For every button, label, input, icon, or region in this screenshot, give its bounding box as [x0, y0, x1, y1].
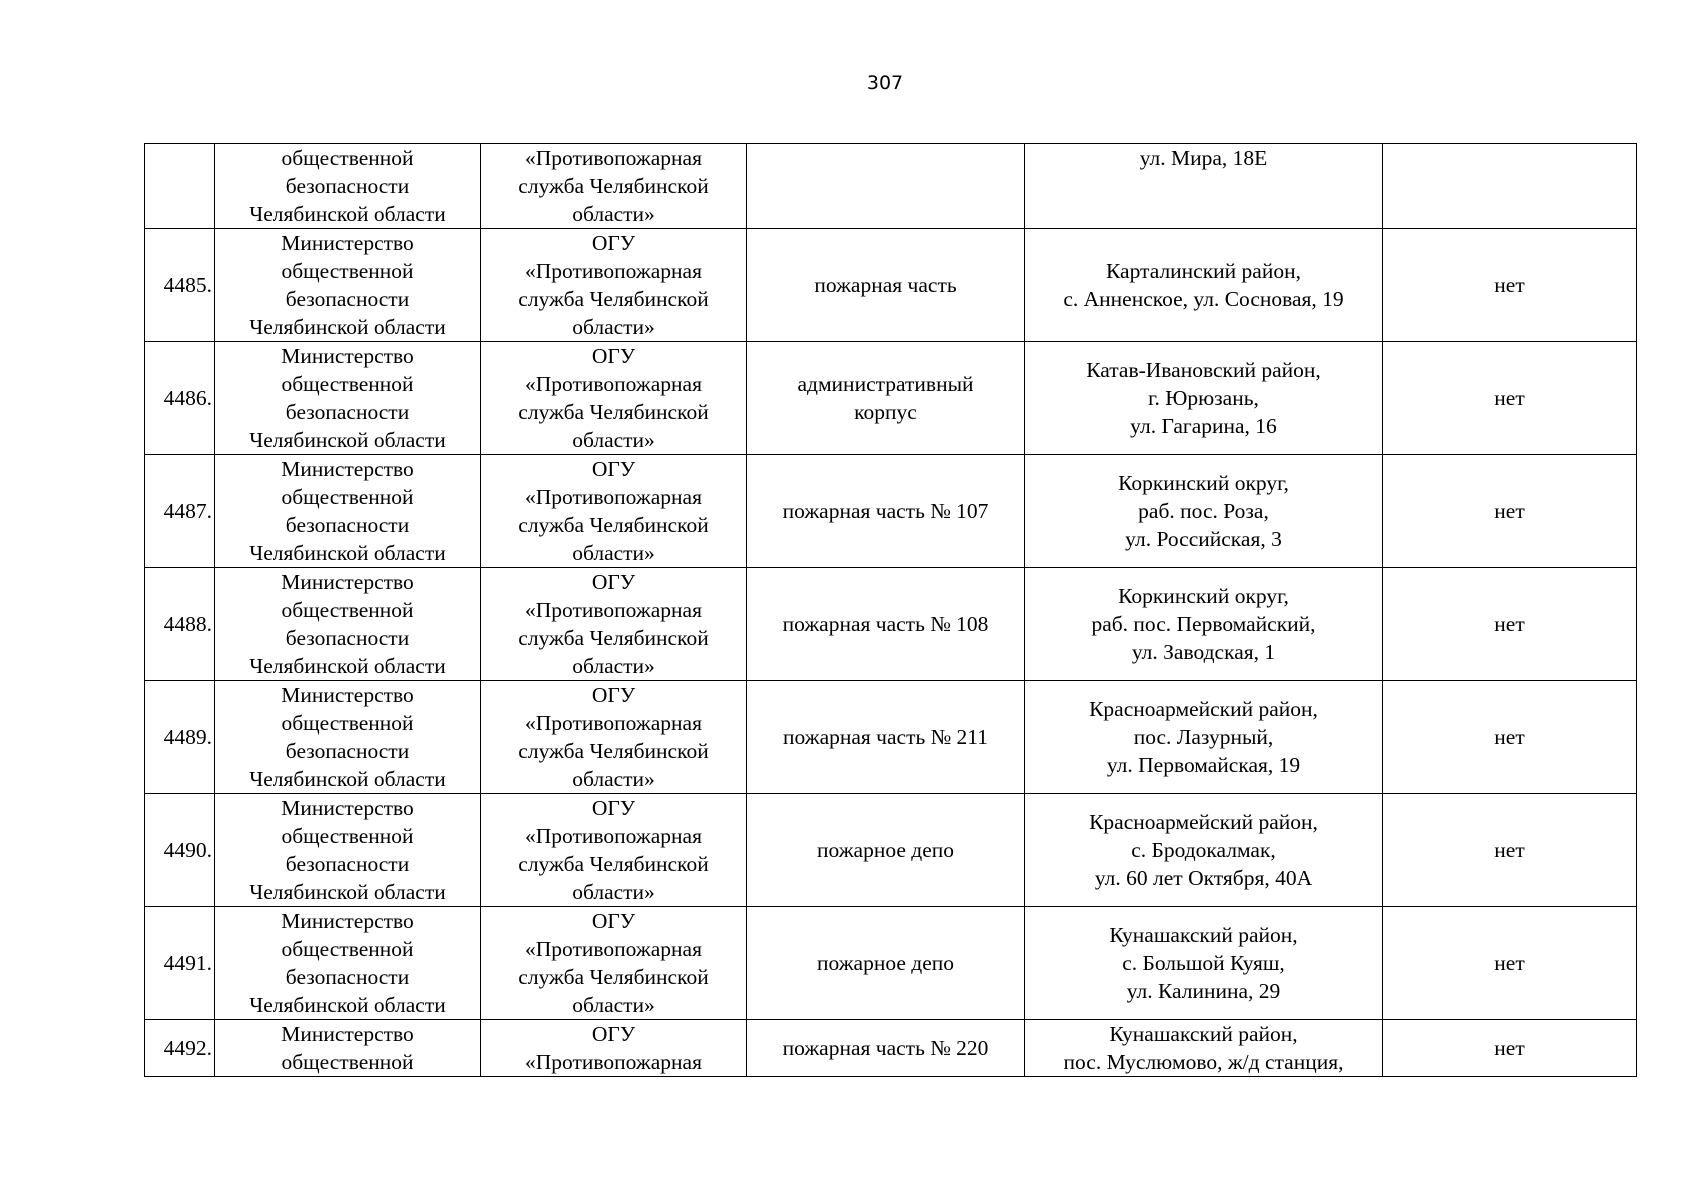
table-row [145, 794, 1637, 907]
owner-organization-cell [215, 229, 481, 342]
owner-organization-cell [215, 342, 481, 455]
holder-organization-line: области» [572, 880, 655, 904]
table-row [145, 144, 1637, 229]
address-line: ул. Первомайская, 19 [1106, 753, 1301, 777]
row-number-cell: 4486. [145, 342, 215, 455]
address-line: Коркинский округ, [1118, 471, 1289, 495]
encumbrance-cell: нет [1383, 907, 1637, 1020]
owner-organization-line: безопасности [285, 513, 410, 537]
owner-organization-line: общественной [281, 372, 414, 396]
encumbrance-cell: нет [1383, 229, 1637, 342]
owner-organization-line: безопасности [285, 852, 410, 876]
holder-organization-line: «Противопожарная [525, 937, 702, 961]
holder-organization-line: служба Челябинской [518, 965, 709, 989]
owner-organization-line: безопасности [285, 400, 410, 424]
object-name-cell [747, 455, 1025, 568]
encumbrance-cell: нет [1383, 794, 1637, 907]
holder-organization-line: области» [572, 767, 655, 791]
holder-organization-line: области» [572, 541, 655, 565]
address-line: Красноармейский район, [1089, 810, 1318, 834]
address-line: Катав-Ивановский район, [1086, 358, 1321, 382]
object-name-line: пожарная часть [814, 273, 957, 297]
holder-organization-line: ОГУ [591, 344, 636, 368]
holder-organization-line: области» [572, 654, 655, 678]
address-line: ул. Мира, 18Е [1139, 146, 1268, 170]
owner-organization-line: общественной [281, 711, 414, 735]
owner-organization-line: Министерство [281, 909, 414, 933]
holder-organization-line: служба Челябинской [518, 626, 709, 650]
owner-organization-line: Челябинской области [249, 993, 446, 1017]
owner-organization-line: общественной [281, 937, 414, 961]
address-line: Карталинский район, [1105, 259, 1301, 283]
row-number-cell: 4487. [145, 455, 215, 568]
address-line: ул. Калинина, 29 [1126, 979, 1281, 1003]
owner-organization-line: безопасности [285, 965, 410, 989]
holder-organization-line: ОГУ [591, 796, 636, 820]
encumbrance-cell: нет [1383, 681, 1637, 794]
holder-organization-line: области» [572, 993, 655, 1017]
address-line: ул. Гагарина, 16 [1130, 414, 1277, 438]
encumbrance-cell: нет [1383, 568, 1637, 681]
object-name-line: пожарное депо [816, 838, 955, 862]
address-cell [1025, 1020, 1383, 1077]
address-line: Кунашакский район, [1109, 1022, 1298, 1046]
encumbrance-cell: нет [1383, 455, 1637, 568]
owner-organization-line: Челябинской области [249, 654, 446, 678]
object-name-line: пожарная часть № 211 [783, 725, 988, 749]
row-number-cell: 4491. [145, 907, 215, 1020]
address-line: ул. Заводская, 1 [1131, 640, 1276, 664]
object-name-line: пожарная часть № 107 [782, 499, 989, 523]
owner-organization-line: безопасности [285, 287, 410, 311]
object-name-line: пожарная часть № 220 [782, 1036, 989, 1060]
holder-organization-cell [481, 342, 747, 455]
address-line: ул. 60 лет Октября, 40А [1094, 866, 1313, 890]
holder-organization-line: ОГУ [591, 683, 636, 707]
holder-organization-line: служба Челябинской [518, 513, 709, 537]
object-name-cell [747, 342, 1025, 455]
address-cell [1025, 794, 1383, 907]
owner-organization-line: Челябинской области [249, 315, 446, 339]
page-number: 307 [866, 72, 904, 94]
object-name-line: пожарная часть № 108 [782, 612, 989, 636]
owner-organization-cell [215, 794, 481, 907]
address-line: раб. пос. Первомайский, [1091, 612, 1316, 636]
owner-organization-line: общественной [281, 1050, 414, 1074]
address-cell [1025, 907, 1383, 1020]
property-registry-table [144, 143, 1637, 1077]
row-number-cell: 4490. [145, 794, 215, 907]
owner-organization-line: Министерство [281, 796, 414, 820]
address-cell [1025, 568, 1383, 681]
holder-organization-cell [481, 794, 747, 907]
encumbrance-cell: нет [1383, 1020, 1637, 1077]
table-row [145, 568, 1637, 681]
holder-organization-line: «Противопожарная [525, 711, 702, 735]
object-name-line: пожарное депо [816, 951, 955, 975]
object-name-line: корпус [854, 400, 917, 424]
holder-organization-cell [481, 229, 747, 342]
address-line: с. Анненское, ул. Сосновая, 19 [1063, 287, 1344, 311]
holder-organization-line: ОГУ [591, 570, 636, 594]
table-row [145, 342, 1637, 455]
owner-organization-line: безопасности [285, 626, 410, 650]
holder-organization-line: «Противопожарная [525, 598, 702, 622]
owner-organization-line: общественной [281, 824, 414, 848]
holder-organization-cell [481, 907, 747, 1020]
holder-organization-line: ОГУ [591, 457, 636, 481]
holder-organization-line: области» [572, 202, 655, 226]
table-row [145, 1020, 1637, 1077]
holder-organization-line: служба Челябинской [518, 739, 709, 763]
row-number-cell: 4492. [145, 1020, 215, 1077]
owner-organization-line: Министерство [281, 683, 414, 707]
table-body [145, 144, 1637, 1077]
holder-organization-cell [481, 1020, 747, 1077]
holder-organization-line: «Противопожарная [525, 146, 702, 170]
holder-organization-line: «Противопожарная [525, 372, 702, 396]
holder-organization-line: служба Челябинской [518, 852, 709, 876]
address-line: г. Юрюзань, [1148, 386, 1259, 410]
holder-organization-cell [481, 568, 747, 681]
object-name-cell [747, 1020, 1025, 1077]
object-name-cell [747, 144, 1025, 229]
owner-organization-line: безопасности [285, 174, 410, 198]
address-cell [1025, 455, 1383, 568]
owner-organization-cell [215, 144, 481, 229]
owner-organization-line: Министерство [281, 457, 414, 481]
table-row [145, 681, 1637, 794]
address-cell [1025, 144, 1383, 229]
owner-organization-line: Челябинской области [249, 541, 446, 565]
owner-organization-line: Министерство [281, 1022, 414, 1046]
table-row [145, 229, 1637, 342]
address-line: Кунашакский район, [1109, 923, 1298, 947]
owner-organization-line: общественной [281, 485, 414, 509]
holder-organization-line: служба Челябинской [518, 400, 709, 424]
owner-organization-line: Челябинской области [249, 767, 446, 791]
holder-organization-line: служба Челябинской [518, 174, 709, 198]
address-cell [1025, 229, 1383, 342]
address-line: Красноармейский район, [1089, 697, 1318, 721]
owner-organization-line: Челябинской области [249, 428, 446, 452]
owner-organization-line: общественной [281, 146, 414, 170]
object-name-cell [747, 681, 1025, 794]
owner-organization-line: Челябинской области [249, 202, 446, 226]
owner-organization-line: общественной [281, 259, 414, 283]
address-line: пос. Лазурный, [1133, 725, 1274, 749]
address-line: с. Большой Куяш, [1122, 951, 1285, 975]
owner-organization-line: безопасности [285, 739, 410, 763]
holder-organization-line: ОГУ [591, 1022, 636, 1046]
holder-organization-line: «Противопожарная [525, 824, 702, 848]
address-line: раб. пос. Роза, [1138, 499, 1269, 523]
owner-organization-cell [215, 455, 481, 568]
table-row [145, 455, 1637, 568]
object-name-cell [747, 907, 1025, 1020]
holder-organization-line: «Противопожарная [525, 485, 702, 509]
owner-organization-line: Министерство [281, 231, 414, 255]
address-line: с. Бродокалмак, [1131, 838, 1276, 862]
address-line: Коркинский округ, [1118, 584, 1289, 608]
row-number-cell [145, 144, 215, 229]
object-name-cell [747, 794, 1025, 907]
address-line: пос. Муслюмово, ж/д станция, [1063, 1050, 1344, 1074]
holder-organization-cell [481, 144, 747, 229]
owner-organization-line: Министерство [281, 344, 414, 368]
object-name-cell [747, 229, 1025, 342]
row-number-cell: 4485. [145, 229, 215, 342]
holder-organization-cell [481, 455, 747, 568]
holder-organization-line: ОГУ [591, 909, 636, 933]
object-name-cell [747, 568, 1025, 681]
holder-organization-line: области» [572, 315, 655, 339]
owner-organization-cell [215, 568, 481, 681]
row-number-cell: 4489. [145, 681, 215, 794]
holder-organization-line: ОГУ [591, 231, 636, 255]
holder-organization-cell [481, 681, 747, 794]
row-number-cell: 4488. [145, 568, 215, 681]
owner-organization-cell [215, 1020, 481, 1077]
holder-organization-line: области» [572, 428, 655, 452]
address-line: ул. Российская, 3 [1125, 527, 1282, 551]
owner-organization-line: Министерство [281, 570, 414, 594]
table-row [145, 907, 1637, 1020]
object-name-line: административный [797, 372, 974, 396]
holder-organization-line: «Противопожарная [525, 259, 702, 283]
holder-organization-line: «Противопожарная [525, 1050, 702, 1074]
address-cell [1025, 681, 1383, 794]
owner-organization-line: Челябинской области [249, 880, 446, 904]
owner-organization-cell [215, 907, 481, 1020]
encumbrance-cell [1383, 144, 1637, 229]
owner-organization-line: общественной [281, 598, 414, 622]
encumbrance-cell: нет [1383, 342, 1637, 455]
owner-organization-cell [215, 681, 481, 794]
holder-organization-line: служба Челябинской [518, 287, 709, 311]
address-cell [1025, 342, 1383, 455]
